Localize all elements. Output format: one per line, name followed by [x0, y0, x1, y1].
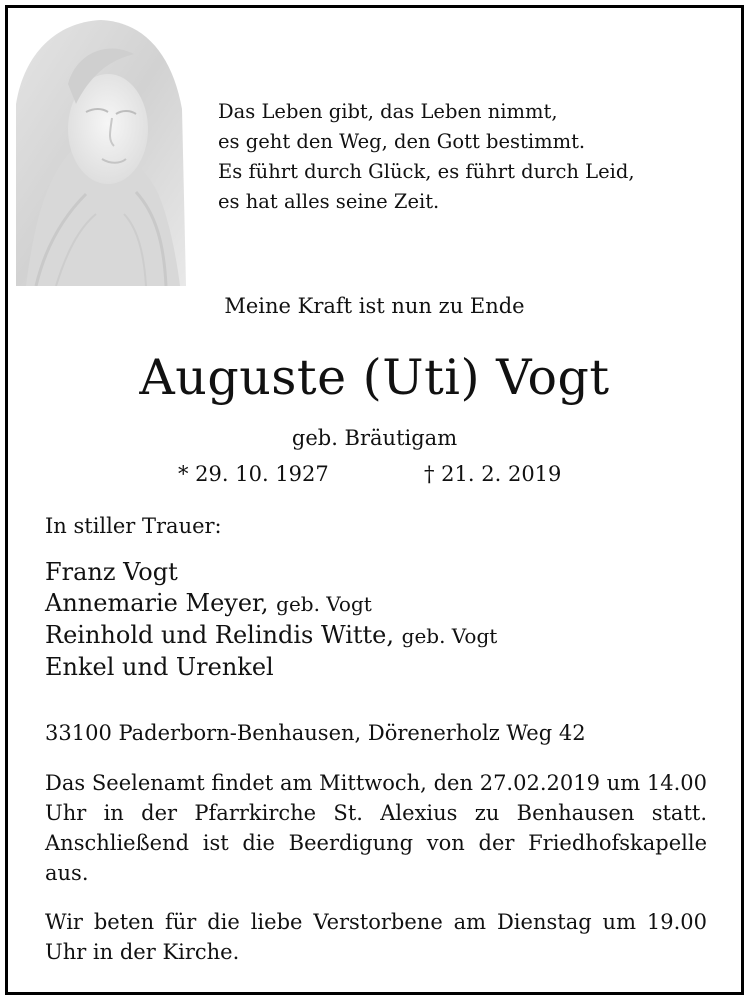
mourner-name: Franz Vogt — [45, 558, 178, 586]
deceased-name: Auguste (Uti) Vogt — [139, 349, 610, 406]
mourner-name: Reinhold und Relindis Witte, — [45, 621, 394, 649]
poem-line: Das Leben gibt, das Leben nimmt, — [218, 100, 558, 123]
mourner-item — [45, 652, 497, 683]
address: 33100 Paderborn-Benhausen, Dörenerholz Weg 42 — [45, 721, 586, 745]
mourner-item — [45, 588, 497, 620]
mourner-maiden-name: geb. Vogt — [276, 592, 372, 616]
motto: Meine Kraft ist nun zu Ende — [224, 294, 525, 318]
mourner-maiden-name: geb. Vogt — [401, 624, 498, 648]
mourner-name: Annemarie Meyer, — [45, 589, 269, 617]
death-date: † 21. 2. 2019 — [424, 462, 562, 486]
poem-line: es hat alles seine Zeit. — [218, 190, 440, 213]
prayer-announcement: Wir beten für die liebe Verstorbene am Dienstag um 19.00 Uhr in der Kirche. — [45, 910, 707, 964]
mourners-list — [45, 557, 497, 683]
obituary-frame — [5, 5, 744, 995]
deceased-maiden-name: geb. Bräutigam — [291, 426, 458, 450]
mourner-item — [45, 620, 497, 652]
poem — [218, 97, 635, 217]
madonna-statue-icon — [16, 14, 186, 286]
mourner-item — [45, 557, 497, 588]
poem-line: Es führt durch Glück, es führt durch Leid, — [218, 160, 635, 183]
birth-date: * 29. 10. 1927 — [178, 462, 329, 486]
mourner-name: Enkel und Urenkel — [45, 653, 274, 681]
mourning-heading: In stiller Trauer: — [45, 514, 222, 538]
service-announcement: Das Seelenamt findet am Mittwoch, den 27.02.2019 um 14.00 Uhr in der Pfarrkirche St. Alexius zu Benhausen statt. Anschließend ist die Beerdigung von der Friedhofskapelle aus. — [45, 771, 707, 885]
poem-line: es geht den Weg, den Gott bestimmt. — [218, 130, 586, 153]
